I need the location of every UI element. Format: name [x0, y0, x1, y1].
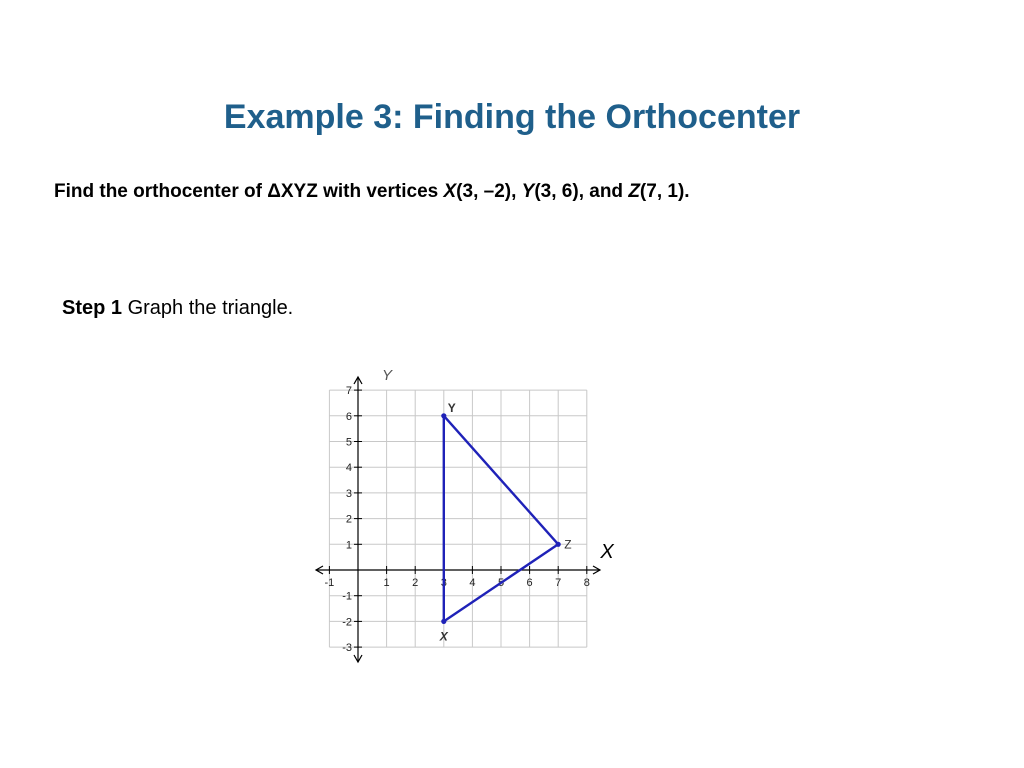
vertex-label-y: Y	[447, 400, 456, 415]
vertex-label-x: X	[439, 629, 448, 644]
x-tick-label: 7	[555, 577, 562, 589]
x-tick-label: 6	[526, 577, 533, 589]
vertex-x-coords: (3, –2),	[456, 181, 522, 202]
step-label: Step 1	[62, 297, 123, 319]
y-tick-label: 3	[345, 487, 352, 500]
axis-labels	[382, 367, 614, 563]
problem-text: Find the orthocenter of ΔXYZ with vertices	[54, 181, 444, 202]
vertex-y-name: Y	[521, 181, 535, 202]
y-tick-label: 1	[345, 539, 352, 552]
y-tick-label: 5	[345, 436, 352, 449]
x-tick-label: 8	[583, 577, 590, 589]
x-tick-label: 4	[469, 577, 476, 589]
y-tick-label: 7	[345, 385, 352, 398]
step-text: Graph the triangle.	[122, 297, 294, 319]
vertex-y-coords: (3, 6), and	[534, 181, 629, 202]
y-tick-label: -1	[342, 590, 352, 603]
vertex-label-z: Z	[564, 537, 572, 552]
x-tick-label: 1	[383, 577, 390, 589]
vertex-point-z	[556, 542, 561, 547]
y-tick-label: 4	[345, 462, 352, 475]
y-tick-label: 2	[345, 513, 352, 526]
y-tick-label: 6	[345, 410, 352, 423]
grid-lines	[329, 390, 586, 647]
y-tick-label: -2	[342, 616, 352, 629]
x-tick-label: -1	[324, 577, 335, 589]
y-axis-label: Y	[381, 367, 393, 384]
x-axis-label: X	[600, 541, 614, 563]
vertex-z-name: Z	[628, 181, 640, 202]
vertex-point-y	[441, 413, 446, 418]
vertex-z-coords: (7, 1).	[639, 181, 690, 202]
y-tick-label: -3	[342, 642, 352, 655]
axes	[316, 377, 600, 662]
vertex-point-x	[441, 619, 446, 624]
page-title: Example 3: Finding the Orthocenter	[223, 98, 801, 136]
x-tick-label: 2	[412, 577, 419, 589]
x-tick-label: 5	[497, 577, 505, 589]
triangle	[439, 401, 572, 644]
vertex-x-name: X	[443, 181, 457, 202]
x-tick-label: 3	[440, 577, 447, 589]
